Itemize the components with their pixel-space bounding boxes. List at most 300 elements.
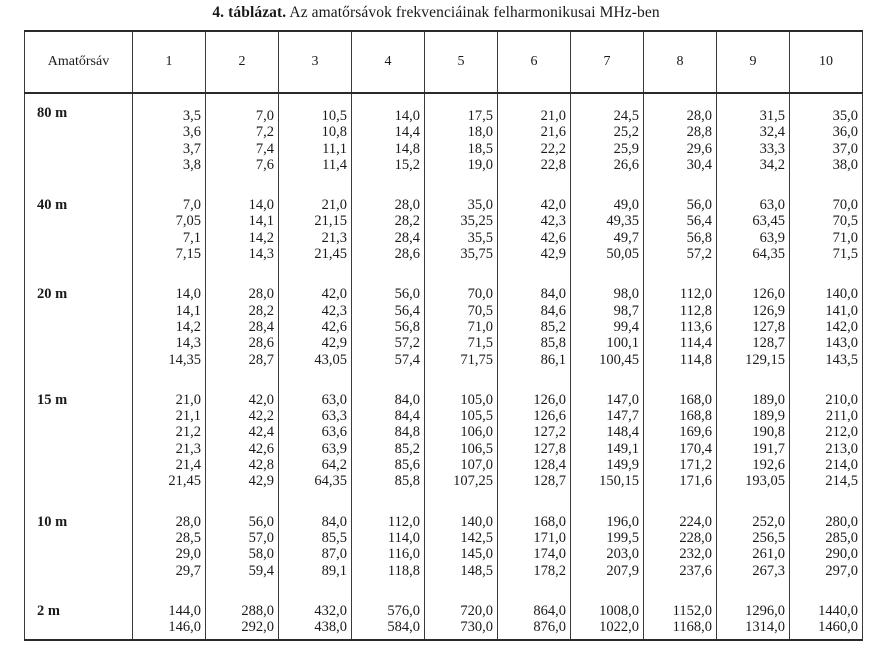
frequency-value: 63,3: [321, 408, 347, 425]
frequency-value: 203,0: [606, 546, 639, 563]
frequency-value: 100,45: [599, 351, 639, 368]
frequency-value: 18,0: [467, 124, 493, 141]
harmonic-cell: [790, 177, 863, 266]
frequency-value: 147,0: [606, 391, 639, 408]
frequency-value: 1314,0: [745, 619, 785, 636]
frequency-value: 213,0: [825, 440, 858, 457]
harmonic-cell: [644, 494, 717, 583]
harmonic-cell: [279, 583, 352, 641]
frequency-value: 42,6: [248, 440, 274, 457]
frequency-value: 21,2: [175, 424, 201, 441]
harmonic-cell: [133, 583, 206, 641]
frequency-value: 26,6: [613, 156, 639, 173]
frequency-value: 49,35: [606, 213, 639, 230]
frequency-value: 57,2: [686, 246, 712, 263]
frequency-value: 127,8: [752, 318, 785, 335]
frequency-value: 14,2: [248, 229, 274, 246]
frequency-value: 85,8: [394, 473, 420, 490]
header-row: [25, 31, 863, 93]
frequency-value: 28,0: [175, 513, 201, 530]
frequency-value: 256,5: [752, 529, 785, 546]
frequency-value: 28,0: [248, 286, 274, 303]
frequency-value: 1168,0: [672, 619, 712, 636]
frequency-value: 126,6: [533, 408, 566, 425]
header-cell-band: Amatőrsáv: [25, 31, 133, 93]
frequency-value: 28,8: [686, 124, 712, 141]
frequency-value: 214,5: [825, 473, 858, 490]
harmonic-cell: [571, 177, 644, 266]
frequency-value: 19,0: [467, 156, 493, 173]
frequency-value: 10,8: [321, 124, 347, 141]
frequency-value: 168,0: [679, 391, 712, 408]
frequency-value: 150,15: [599, 473, 639, 490]
harmonic-cell: [571, 372, 644, 494]
frequency-value: 49,0: [613, 197, 639, 214]
frequency-value: 42,8: [248, 457, 274, 474]
frequency-value: 144,0: [168, 602, 201, 619]
frequency-value: 232,0: [679, 546, 712, 563]
frequency-value: 42,4: [248, 424, 274, 441]
harmonic-cell: [571, 93, 644, 177]
frequency-value: 285,0: [825, 529, 858, 546]
table-caption: [0, 4, 872, 22]
frequency-value: 59,4: [248, 562, 274, 579]
frequency-value: 171,2: [679, 457, 712, 474]
frequency-value: 15,2: [394, 156, 420, 173]
frequency-value: 3,8: [182, 156, 201, 173]
frequency-value: 145,0: [460, 546, 493, 563]
frequency-value: 70,5: [832, 213, 858, 230]
frequency-value: 25,9: [613, 140, 639, 157]
frequency-value: 35,75: [460, 246, 493, 263]
frequency-value: 21,3: [321, 229, 347, 246]
band-label: 2 m: [25, 583, 133, 641]
frequency-value: 129,15: [745, 351, 785, 368]
frequency-value: 28,6: [248, 335, 274, 352]
harmonic-cell: [717, 93, 790, 177]
frequency-value: 87,0: [321, 546, 347, 563]
frequency-value: 21,0: [540, 108, 566, 124]
harmonic-cell: [206, 93, 279, 177]
frequency-value: 21,45: [168, 473, 201, 490]
frequency-value: 42,3: [321, 302, 347, 319]
band-group-row: [25, 494, 863, 583]
frequency-value: 1152,0: [672, 602, 712, 619]
harmonic-cell: [571, 494, 644, 583]
frequency-value: 297,0: [825, 562, 858, 579]
frequency-value: 1022,0: [599, 619, 639, 636]
frequency-value: 126,0: [533, 391, 566, 408]
frequency-value: 85,2: [540, 318, 566, 335]
frequency-value: 49,7: [613, 229, 639, 246]
frequency-value: 42,9: [321, 335, 347, 352]
frequency-value: 14,2: [175, 318, 201, 335]
frequency-value: 105,0: [460, 391, 493, 408]
harmonic-cell: [644, 583, 717, 641]
frequency-value: 86,1: [540, 351, 566, 368]
frequency-value: 118,8: [387, 562, 420, 579]
frequency-value: 211,0: [825, 408, 858, 425]
frequency-value: 63,0: [759, 197, 785, 214]
frequency-value: 864,0: [533, 602, 566, 619]
frequency-value: 147,7: [606, 408, 639, 425]
frequency-value: 584,0: [387, 619, 420, 636]
frequency-value: 146,0: [168, 619, 201, 636]
frequency-value: 33,3: [759, 140, 785, 157]
harmonic-cell: [717, 372, 790, 494]
frequency-value: 63,45: [752, 213, 785, 230]
frequency-value: 14,1: [175, 302, 201, 319]
frequency-value: 199,5: [606, 529, 639, 546]
frequency-value: 34,2: [759, 156, 785, 173]
header-cell-harmonic: 5: [425, 31, 498, 93]
frequency-value: 70,5: [467, 302, 493, 319]
frequency-value: 71,5: [467, 335, 493, 352]
frequency-value: 170,4: [679, 440, 712, 457]
band-label: 10 m: [25, 494, 133, 583]
header-cell-harmonic: 9: [717, 31, 790, 93]
frequency-value: 31,5: [759, 108, 785, 124]
frequency-value: 84,0: [394, 391, 420, 408]
frequency-value: 196,0: [606, 513, 639, 530]
band-group-row: [25, 583, 863, 641]
frequency-value: 107,25: [453, 473, 493, 490]
table-body: [25, 93, 863, 640]
harmonic-cell: [644, 177, 717, 266]
harmonic-cell: [498, 494, 571, 583]
frequency-value: 171,6: [679, 473, 712, 490]
frequency-value: 142,0: [825, 318, 858, 335]
frequency-value: 64,35: [752, 246, 785, 263]
frequency-value: 114,0: [387, 529, 420, 546]
frequency-value: 126,0: [752, 286, 785, 303]
frequency-value: 7,05: [175, 213, 201, 230]
frequency-value: 42,0: [540, 197, 566, 214]
frequency-value: 64,35: [314, 473, 347, 490]
harmonics-table: [24, 30, 863, 641]
frequency-value: 57,2: [394, 335, 420, 352]
frequency-value: 71,5: [832, 246, 858, 263]
harmonic-cell: [279, 266, 352, 371]
harmonic-cell: [352, 494, 425, 583]
harmonic-cell: [352, 583, 425, 641]
frequency-value: 58,0: [248, 546, 274, 563]
frequency-value: 1008,0: [599, 602, 639, 619]
harmonic-cell: [571, 266, 644, 371]
harmonic-cell: [133, 266, 206, 371]
frequency-value: 85,5: [321, 529, 347, 546]
frequency-value: 1460,0: [818, 619, 858, 636]
frequency-value: 169,6: [679, 424, 712, 441]
frequency-value: 224,0: [679, 513, 712, 530]
frequency-value: 85,2: [394, 440, 420, 457]
frequency-value: 71,0: [467, 318, 493, 335]
frequency-value: 21,0: [175, 391, 201, 408]
harmonic-cell: [352, 266, 425, 371]
frequency-value: 720,0: [460, 602, 493, 619]
band-label: 20 m: [25, 266, 133, 371]
frequency-value: 35,0: [467, 197, 493, 214]
frequency-value: 18,5: [467, 140, 493, 157]
frequency-value: 14,35: [168, 351, 201, 368]
band-group-row: [25, 266, 863, 371]
frequency-value: 42,3: [540, 213, 566, 230]
frequency-value: 99,4: [613, 318, 639, 335]
frequency-value: 70,0: [467, 286, 493, 303]
frequency-value: 114,4: [679, 335, 712, 352]
frequency-value: 149,9: [606, 457, 639, 474]
frequency-value: 14,3: [175, 335, 201, 352]
frequency-value: 193,05: [745, 473, 785, 490]
frequency-value: 14,0: [248, 197, 274, 214]
frequency-value: 42,9: [540, 246, 566, 263]
harmonic-cell: [279, 177, 352, 266]
header-cell-harmonic: 6: [498, 31, 571, 93]
frequency-value: 24,5: [613, 108, 639, 124]
frequency-value: 21,1: [175, 408, 201, 425]
frequency-value: 7,4: [255, 140, 274, 157]
band-group-row: [25, 177, 863, 266]
frequency-value: 71,75: [460, 351, 493, 368]
frequency-value: 42,0: [321, 286, 347, 303]
harmonic-cell: [206, 372, 279, 494]
frequency-value: 876,0: [533, 619, 566, 636]
frequency-value: 85,6: [394, 457, 420, 474]
frequency-value: 252,0: [752, 513, 785, 530]
harmonic-cell: [352, 93, 425, 177]
frequency-value: 14,1: [248, 213, 274, 230]
frequency-value: 35,25: [460, 213, 493, 230]
frequency-value: 98,0: [613, 286, 639, 303]
frequency-value: 116,0: [387, 546, 420, 563]
frequency-value: 17,5: [467, 108, 493, 124]
harmonic-cell: [133, 93, 206, 177]
harmonic-cell: [498, 266, 571, 371]
frequency-value: 70,0: [832, 197, 858, 214]
caption-text: Az amatőrsávok frekvenciáinak felharmonikusai MHz-ben: [289, 4, 660, 21]
frequency-value: 56,0: [248, 513, 274, 530]
frequency-value: 100,1: [606, 335, 639, 352]
frequency-value: 3,7: [182, 140, 201, 157]
band-group-row: [25, 93, 863, 177]
harmonic-cell: [498, 583, 571, 641]
harmonic-cell: [571, 583, 644, 641]
frequency-value: 11,4: [322, 156, 347, 173]
harmonic-cell: [717, 494, 790, 583]
frequency-value: 106,5: [460, 440, 493, 457]
frequency-value: 3,6: [182, 124, 201, 141]
frequency-value: 56,4: [686, 213, 712, 230]
harmonic-cell: [133, 372, 206, 494]
harmonic-cell: [790, 372, 863, 494]
frequency-value: 56,8: [394, 318, 420, 335]
frequency-value: 128,7: [533, 473, 566, 490]
frequency-value: 32,4: [759, 124, 785, 141]
harmonic-cell: [279, 494, 352, 583]
band-label: 40 m: [25, 177, 133, 266]
frequency-value: 42,9: [248, 473, 274, 490]
harmonic-cell: [206, 177, 279, 266]
frequency-value: 63,9: [321, 440, 347, 457]
frequency-value: 190,8: [752, 424, 785, 441]
frequency-value: 189,9: [752, 408, 785, 425]
frequency-value: 14,3: [248, 246, 274, 263]
harmonic-cell: [717, 266, 790, 371]
frequency-value: 1440,0: [818, 602, 858, 619]
frequency-value: 36,0: [832, 124, 858, 141]
frequency-value: 7,6: [255, 156, 274, 173]
frequency-value: 21,3: [175, 440, 201, 457]
band-label: 80 m: [25, 93, 133, 177]
frequency-value: 71,0: [832, 229, 858, 246]
harmonic-cell: [644, 372, 717, 494]
frequency-value: 191,7: [752, 440, 785, 457]
harmonic-cell: [790, 93, 863, 177]
frequency-value: 63,9: [759, 229, 785, 246]
frequency-value: 89,1: [321, 562, 347, 579]
harmonic-cell: [790, 494, 863, 583]
frequency-value: 21,0: [321, 197, 347, 214]
harmonic-cell: [425, 372, 498, 494]
frequency-value: 21,15: [314, 213, 347, 230]
frequency-value: 37,0: [832, 140, 858, 157]
frequency-value: 11,1: [322, 140, 347, 157]
frequency-value: 57,0: [248, 529, 274, 546]
frequency-value: 127,2: [533, 424, 566, 441]
caption-number: 4. táblázat.: [212, 4, 287, 21]
frequency-value: 143,5: [825, 351, 858, 368]
frequency-value: 56,8: [686, 229, 712, 246]
frequency-value: 42,0: [248, 391, 274, 408]
frequency-value: 207,9: [606, 562, 639, 579]
harmonic-cell: [644, 93, 717, 177]
frequency-value: 178,2: [533, 562, 566, 579]
frequency-value: 174,0: [533, 546, 566, 563]
frequency-value: 22,2: [540, 140, 566, 157]
frequency-value: 261,0: [752, 546, 785, 563]
frequency-value: 28,2: [248, 302, 274, 319]
frequency-value: 148,4: [606, 424, 639, 441]
frequency-value: 50,05: [606, 246, 639, 263]
frequency-value: 30,4: [686, 156, 712, 173]
harmonic-cell: [498, 93, 571, 177]
frequency-value: 112,8: [679, 302, 712, 319]
band-group-row: [25, 372, 863, 494]
frequency-value: 28,4: [394, 229, 420, 246]
header-cell-harmonic: 1: [133, 31, 206, 93]
frequency-value: 438,0: [314, 619, 347, 636]
frequency-value: 42,6: [321, 318, 347, 335]
frequency-value: 148,5: [460, 562, 493, 579]
harmonic-cell: [498, 177, 571, 266]
frequency-value: 126,9: [752, 302, 785, 319]
frequency-value: 14,8: [394, 140, 420, 157]
harmonic-cell: [279, 93, 352, 177]
frequency-value: 64,2: [321, 457, 347, 474]
harmonic-cell: [790, 583, 863, 641]
harmonic-cell: [644, 266, 717, 371]
harmonic-cell: [425, 494, 498, 583]
frequency-value: 171,0: [533, 529, 566, 546]
frequency-value: 21,6: [540, 124, 566, 141]
header-cell-harmonic: 7: [571, 31, 644, 93]
harmonic-cell: [498, 372, 571, 494]
frequency-value: 192,6: [752, 457, 785, 474]
frequency-value: 28,6: [394, 246, 420, 263]
frequency-value: 168,8: [679, 408, 712, 425]
frequency-value: 29,7: [175, 562, 201, 579]
frequency-value: 7,2: [255, 124, 274, 141]
frequency-value: 288,0: [241, 602, 274, 619]
frequency-value: 3,5: [182, 108, 201, 124]
frequency-value: 28,0: [686, 108, 712, 124]
frequency-value: 7,0: [182, 197, 201, 214]
frequency-value: 140,0: [460, 513, 493, 530]
harmonic-cell: [206, 583, 279, 641]
header-cell-harmonic: 4: [352, 31, 425, 93]
frequency-value: 576,0: [387, 602, 420, 619]
frequency-value: 128,4: [533, 457, 566, 474]
frequency-value: 10,5: [321, 108, 347, 124]
frequency-value: 42,6: [540, 229, 566, 246]
frequency-value: 63,6: [321, 424, 347, 441]
harmonic-cell: [717, 177, 790, 266]
frequency-value: 84,6: [540, 302, 566, 319]
frequency-value: 127,8: [533, 440, 566, 457]
frequency-value: 128,7: [752, 335, 785, 352]
frequency-value: 214,0: [825, 457, 858, 474]
frequency-value: 106,0: [460, 424, 493, 441]
frequency-value: 42,2: [248, 408, 274, 425]
frequency-value: 35,0: [832, 108, 858, 124]
frequency-value: 7,0: [255, 108, 274, 124]
frequency-value: 28,0: [394, 197, 420, 214]
frequency-value: 267,3: [752, 562, 785, 579]
harmonic-cell: [790, 266, 863, 371]
harmonic-cell: [352, 372, 425, 494]
frequency-value: 141,0: [825, 302, 858, 319]
frequency-value: 7,1: [182, 229, 201, 246]
frequency-value: 84,4: [394, 408, 420, 425]
frequency-value: 112,0: [387, 513, 420, 530]
band-label: 15 m: [25, 372, 133, 494]
frequency-value: 98,7: [613, 302, 639, 319]
frequency-value: 84,0: [321, 513, 347, 530]
frequency-value: 28,7: [248, 351, 274, 368]
frequency-value: 107,0: [460, 457, 493, 474]
harmonic-cell: [133, 177, 206, 266]
frequency-value: 28,4: [248, 318, 274, 335]
frequency-value: 113,6: [679, 318, 712, 335]
frequency-value: 280,0: [825, 513, 858, 530]
frequency-value: 35,5: [467, 229, 493, 246]
frequency-value: 290,0: [825, 546, 858, 563]
frequency-value: 149,1: [606, 440, 639, 457]
frequency-value: 29,6: [686, 140, 712, 157]
frequency-value: 84,8: [394, 424, 420, 441]
frequency-value: 210,0: [825, 391, 858, 408]
frequency-value: 114,8: [679, 351, 712, 368]
frequency-value: 56,0: [686, 197, 712, 214]
frequency-value: 56,4: [394, 302, 420, 319]
frequency-value: 730,0: [460, 619, 493, 636]
harmonic-cell: [717, 583, 790, 641]
frequency-value: 28,2: [394, 213, 420, 230]
harmonic-cell: [279, 372, 352, 494]
frequency-value: 28,5: [175, 529, 201, 546]
harmonic-cell: [206, 494, 279, 583]
harmonic-cell: [425, 93, 498, 177]
